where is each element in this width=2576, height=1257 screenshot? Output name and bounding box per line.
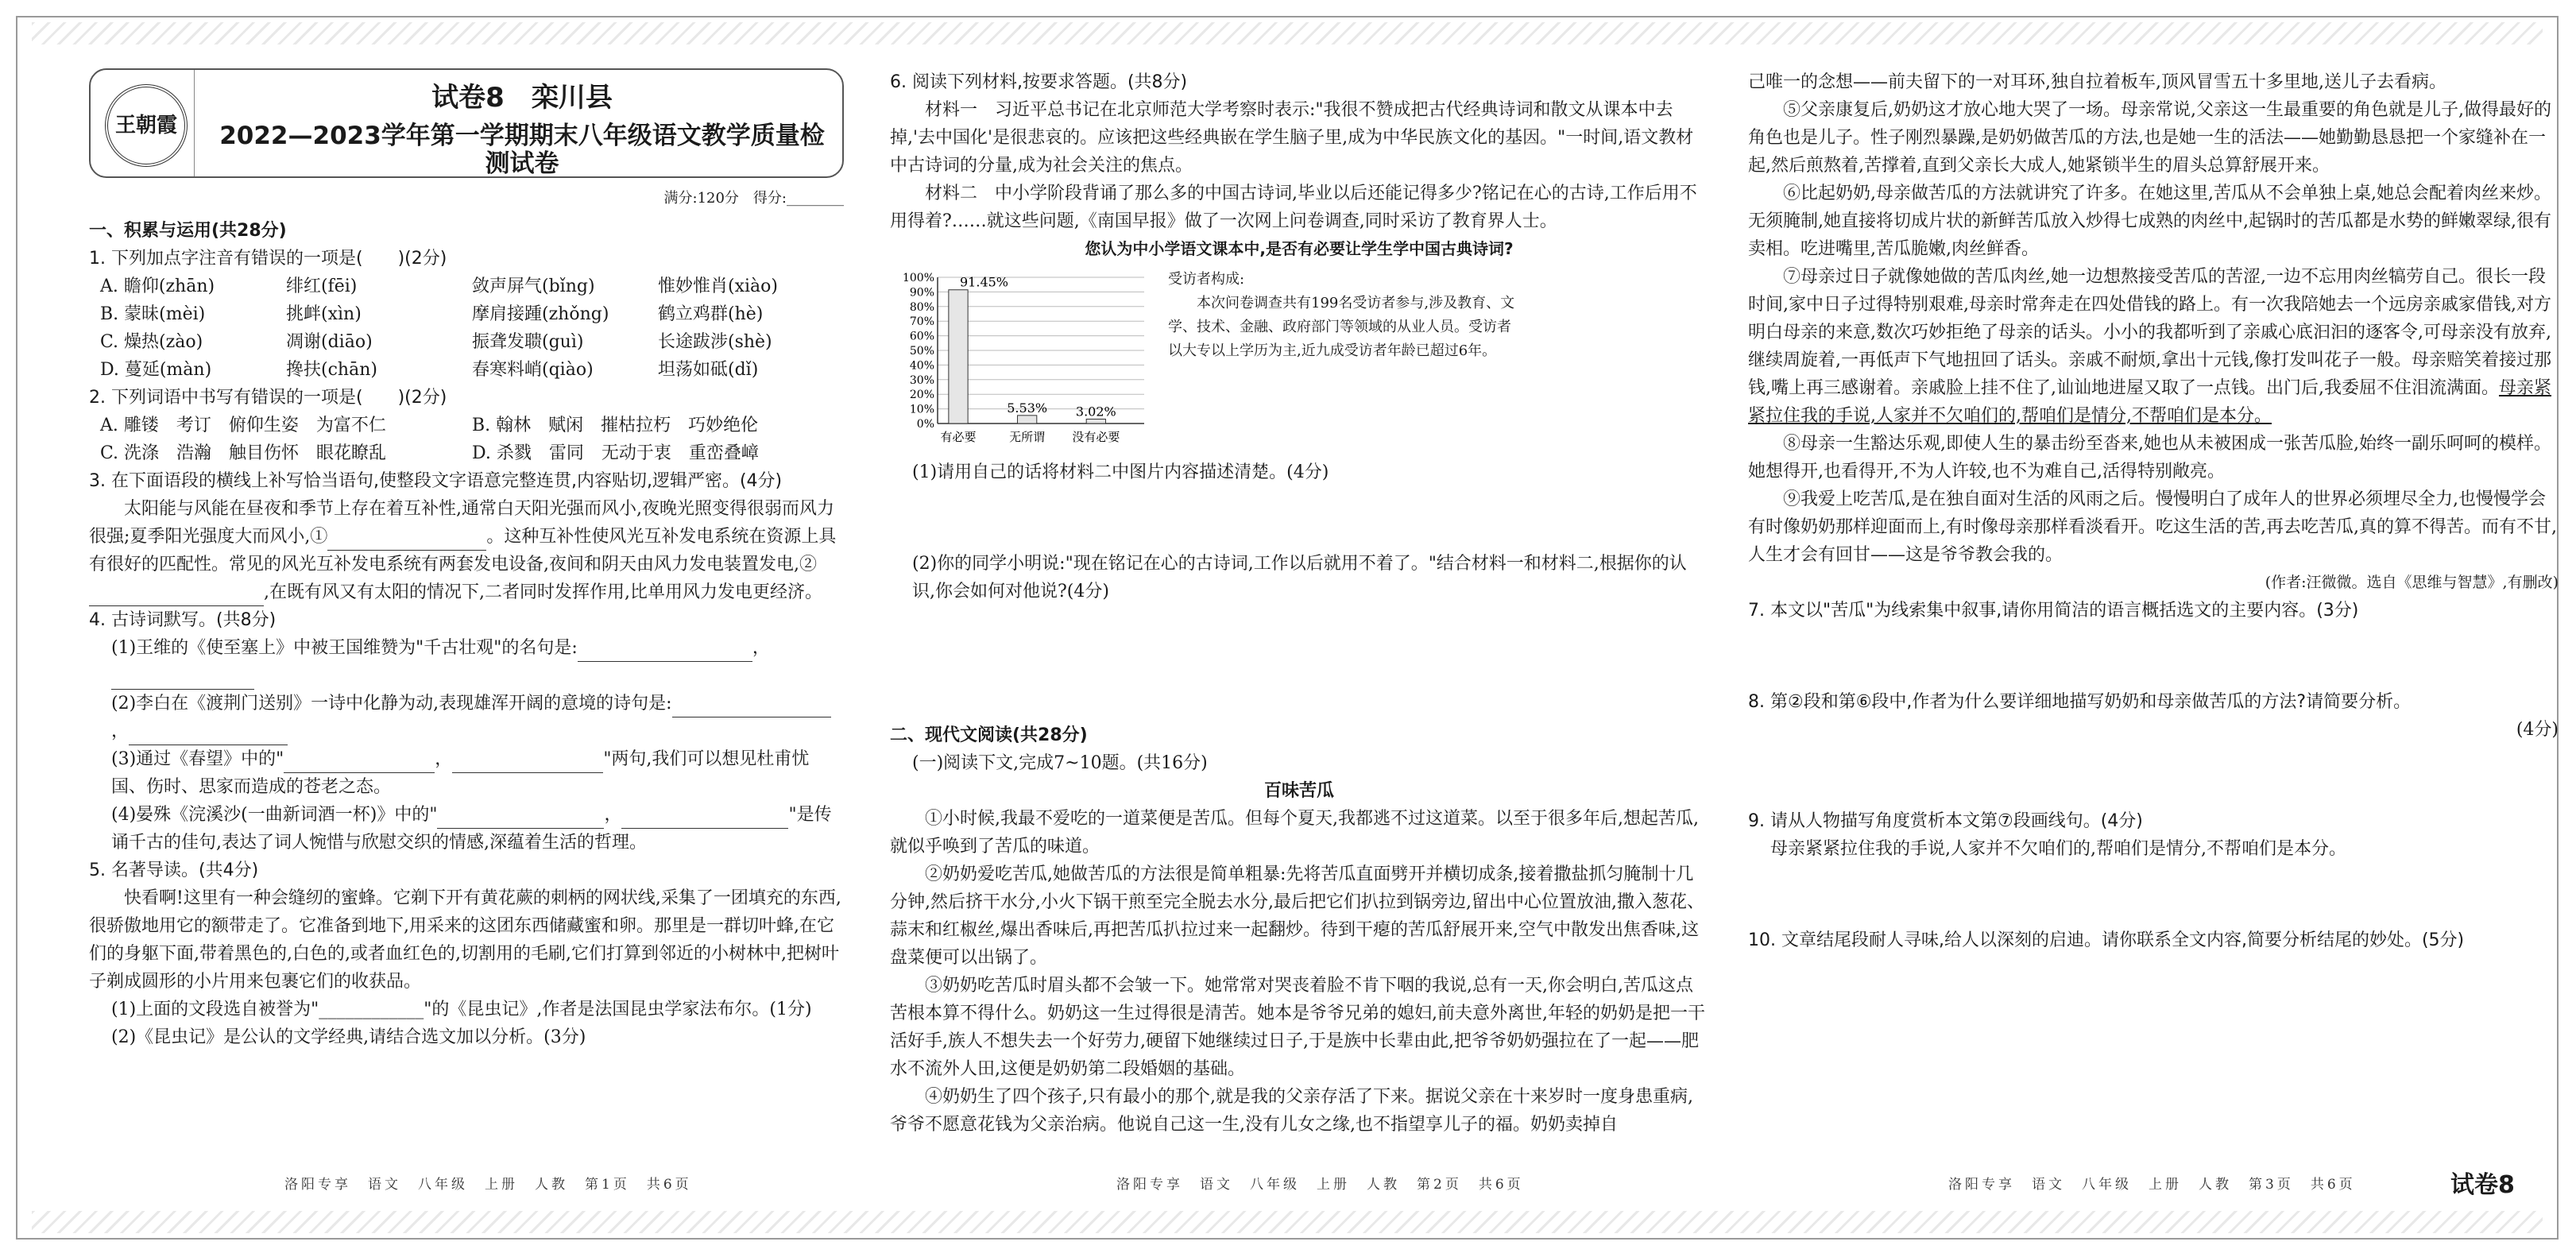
answer-blank[interactable]: [621, 810, 788, 829]
question-text: (3)通过《春望》中的": [111, 749, 284, 769]
answer-space[interactable]: [890, 486, 1708, 550]
question-5: 5. 名著导读。(共4分): [89, 861, 259, 880]
publisher-logo: [105, 84, 188, 167]
passage-text: ,在既有风又有太阳的情况下,二者同时发挥作用,比单用风力发电更经济。: [264, 582, 822, 602]
y-tick-label: 90%: [909, 286, 934, 300]
answer-blank[interactable]: [111, 671, 254, 690]
essay-paragraph-5: ⑤父亲康复后,奶奶这才放心地大哭了一场。母亲常说,父亲这一生最重要的角色就是儿子,做得最好的角色也是儿子。性子刚烈暴躁,是奶奶做苦瓜的方法,也是她一生的活法——她勤勤恳恳把一个家缝补在一起,然后煎熬着,苦撑着,直到父亲长大成人,她紧锁半生的眉头总算舒展开来。: [1748, 100, 2551, 176]
option-text: 绯红(fēi): [286, 277, 358, 296]
question-2: 2. 下列词语中书写有错误的一项是( )(2分): [89, 388, 447, 408]
question-6-2: (2)你的同学小明说:"现在铭记在心的古诗词,工作以后就用不着了。"结合材料一和材料二,根据你的认识,你会如何对他说?(4分): [912, 554, 1687, 601]
answer-blank[interactable]: [327, 532, 486, 551]
question-6-1: (1)请用自己的话将材料二中图片内容描述清楚。(4分): [912, 462, 1329, 482]
option-text: 鹤立鸡群(hè): [658, 304, 764, 324]
answer-blank[interactable]: [89, 588, 264, 606]
y-tick-label: 80%: [909, 300, 934, 314]
essay-paragraph-8: ⑧母亲一生豁达乐观,即使人生的暴击纷至沓来,她也从未被困成一张苦瓜脸,始终一副乐呵呵的模样。她想得开,也看得开,不为人许较,也不为难自己,活得特别敞亮。: [1748, 434, 2551, 482]
question-text: (4)晏殊《浣溪沙(一曲新词酒一杯)》中的": [111, 805, 438, 825]
essay-paragraph-4-cont: 己唯一的念想——前夫留下的一对耳环,独自拉着板车,顶风冒雪五十多里地,送儿子去看病。: [1748, 72, 2446, 92]
decorative-border-bottom: [32, 1211, 2543, 1233]
y-tick-label: 50%: [909, 345, 934, 358]
material-2: 材料二 中小学阶段背诵了那么多的中国古诗词,毕业以后还能记得多少?铭记在心的古诗,工作后用不用得着?……就这些问题,《南国早报》做了一次网上问卷调查,同时采访了教育界人士。: [890, 184, 1697, 231]
answer-blank[interactable]: [129, 727, 288, 745]
question-5-1: (1)上面的文段选自被誉为"____________"的《昆虫记》,作者是法国昆虫学家法布尔。(1分): [111, 1000, 812, 1019]
y-tick-label: 70%: [909, 315, 934, 329]
x-tick-label: 有必要: [940, 430, 977, 444]
y-tick-label: 30%: [909, 373, 934, 387]
exam-header: [89, 68, 844, 178]
answer-space[interactable]: [1748, 744, 2559, 807]
essay-paragraph-7: [1748, 263, 2559, 430]
column-1: [89, 68, 844, 1051]
answer-blank[interactable]: [452, 755, 603, 773]
survey-chart: [890, 268, 1708, 451]
option-text: B. 蒙昧(mèi): [100, 304, 206, 324]
answer-blank[interactable]: [578, 644, 752, 662]
essay-paragraph-6: ⑥比起奶奶,母亲做苦瓜的方法就讲究了许多。在她这里,苦瓜从不会单独上桌,她总会配着肉丝来炒。无须腌制,她直接将切成片状的新鲜苦瓜放入炒得七成熟的肉丝中,起锅时的苦瓜都是水势的鲜嫩翠绿,很有卖相。吃进嘴里,苦瓜脆嫩,肉丝鲜香。: [1748, 184, 2551, 259]
question-2-options: [89, 412, 844, 467]
question-3-passage: [89, 495, 844, 606]
logo-text: 王朝霞: [114, 113, 177, 137]
option-text: 振聋发聩(guì): [472, 332, 584, 352]
footer-page-3: 洛阳专享 语文 八年级 上册 人教 第3页 共6页: [1948, 1177, 2356, 1193]
passage-text: 太阳能与风能在昼夜和季节上存在着互补性,通常白天阳光强而风小,夜晚光照变得很弱而风力很强;夏季阳光强度大而风小,①: [89, 499, 834, 547]
option-text: 长途跋涉(shè): [658, 332, 772, 352]
essay-title: 百味苦瓜: [1263, 780, 1334, 801]
question-5-passage: 快看啊!这里有一种会缝纫的蜜蜂。它剃下开有黄花蕨的刺柄的网状线,采集了一团填充的东西,很骄傲地用它的额带走了。它准备到地下,用采来的这团东西储藏蜜和卵。那里是一群切叶蜂,在它们的身躯下面,带着黑色的,白色的,或者血红色的,切割用的毛刷,它们打算到邻近的小树林中,把树叶子剃成圆形的小片用来包裹它们的收获品。: [89, 888, 841, 992]
question-1: 1. 下列加点字注音有错误的一项是( )(2分): [89, 249, 447, 269]
option-text: A. 瞻仰(zhān): [100, 277, 215, 296]
answer-space[interactable]: [890, 605, 1708, 717]
answer-blank[interactable]: [284, 755, 435, 773]
y-tick-label: 10%: [909, 403, 934, 416]
question-4-3: (3)通过《春望》中的" ， "两句,我们可以想见杜甫忧国、伤时、思家而造成的苍老之态。: [111, 749, 810, 797]
question-6: 6. 阅读下列材料,按要求答题。(共8分): [890, 72, 1188, 92]
option-text: 凋谢(diāo): [286, 332, 373, 352]
passage-text: 。这种互补性使风光互补发电系统在资源上具有很好的匹配性。常见的风光互补发电系统有两套发电设备,夜间和阴天由风力发电装置发电,②: [89, 527, 837, 574]
q2-option-b: B. 翰林 赋闲 摧枯拉朽 巧妙绝伦: [472, 416, 759, 435]
question-7: 7. 本文以"苦瓜"为线索集中叙事,请你用简洁的语言概括选文的主要内容。(3分): [1748, 601, 2359, 621]
exam-title: 试卷8 栾川县: [431, 82, 613, 114]
y-tick-label: 100%: [902, 272, 934, 284]
question-text: (2)李白在《渡荆门送别》一诗中化静为动,表现雄浑开阔的意境的诗句是:: [111, 694, 672, 714]
option-text: 坦荡如砥(dǐ): [658, 360, 759, 380]
option-text: 春寒料峭(qiào): [472, 360, 594, 380]
header-divider: [194, 70, 195, 176]
y-tick-label: 20%: [909, 389, 934, 402]
option-text: 摩肩接踵(zhǒng): [472, 304, 609, 324]
answer-space[interactable]: [1748, 863, 2559, 926]
exam-number-tag: 试卷8: [2450, 1171, 2515, 1199]
decorative-border-top: [32, 22, 2543, 44]
option-text: D. 蔓延(màn): [100, 360, 212, 380]
answer-blank[interactable]: [672, 699, 831, 717]
q1-option-b: [89, 300, 844, 328]
essay-paragraph-4: ④奶奶生了四个孩子,只有最小的那个,就是我的父亲存活了下来。据说父亲在十来岁时一度身患重病,爷爷不愿意花钱为父亲治病。他说自己这一生,没有儿女之缘,也不指望享儿子的福。奶奶卖掉自: [890, 1087, 1693, 1135]
q1-option-a: [89, 273, 844, 300]
question-text: (1)王维的《使至塞上》中被王国维赞为"千古壮观"的名句是:: [111, 638, 578, 658]
question-4-2: (2)李白在《渡荆门送别》一诗中化静为动,表现雄浑开阔的意境的诗句是:，: [89, 690, 844, 745]
question-1-options: [89, 273, 844, 384]
essay-paragraph-1: ①小时候,我最不爱吃的一道菜便是苦瓜。但每个夏天,我都逃不过这道菜。以至于很多年后,想起苦瓜,就似乎唤到了苦瓜的味道。: [890, 809, 1699, 857]
subsection-1-heading: (一)阅读下文,完成7~10题。(共16分): [912, 753, 1208, 773]
question-3: 3. 在下面语段的横线上补写恰当语句,使整段文字语意完整连贯,内容贴切,逻辑严密。(4分): [89, 471, 783, 491]
question-4-4: (4)晏殊《浣溪沙(一曲新词酒一杯)》中的" ， "是传诵千古的佳句,表达了词人惋惜与欣慰交织的情感,深蕴着生活的哲理。: [111, 805, 832, 853]
question-4-1: (1)王维的《使至塞上》中被王国维赞为"千古壮观"的名句是: ，: [89, 634, 844, 690]
answer-blank[interactable]: [437, 810, 604, 829]
question-4: 4. 古诗词默写。(共8分): [89, 610, 277, 630]
question-9: 9. 请从人物描写角度赏析本文第⑦段画线句。(4分): [1748, 811, 2143, 831]
y-tick-label: 60%: [909, 330, 934, 343]
option-text: 敛声屏气(bǐng): [472, 277, 595, 296]
q1-option-c: [89, 328, 844, 356]
data-label: 91.45%: [960, 274, 1009, 290]
footer-page-2: 洛阳专享 语文 八年级 上册 人教 第2页 共6页: [1116, 1177, 1524, 1193]
data-label: 3.02%: [1075, 404, 1116, 420]
column-3: [1748, 68, 2559, 954]
chart-title: 您认为中小学语文课本中,是否有必要让学生学中国古典诗词?: [1085, 239, 1514, 258]
option-text: 惟妙惟肖(xiào): [658, 277, 778, 296]
essay-paragraph-3: ③奶奶吃苦瓜时眉头都不会皱一下。她常常对哭丧着脸不肯下咽的我说,总有一天,你会明白,苦瓜这点苦根本算不得什么。奶奶这一生过得很是清苦。她本是爷爷兄弟的媳妇,前夫意外离世,年轻的奶奶是把一干活好手,族人不想失去一个好劳力,硬留下她继续过日子,于是族中长辈由此,把爷爷奶奶强拉在了一起——肥水不流外人田,这便是奶奶第二段婚姻的基础。: [890, 976, 1705, 1079]
y-tick-label: 40%: [909, 359, 934, 373]
question-5-2: (2)《昆虫记》是公认的文学经典,请结合选文加以分析。(3分): [111, 1027, 586, 1047]
chart-note: [1152, 268, 1518, 451]
q2-option-c: C. 洗涤 浩瀚 触目伤怀 眼花瞭乱: [100, 443, 387, 463]
chart-bar: [949, 290, 968, 424]
underlined-sentence: 母亲紧紧拉住我的手说,人家并不欠咱们的,帮咱们是情分,不帮咱们是本分。: [1748, 378, 2551, 426]
chart-bar: [1086, 419, 1105, 424]
data-label: 5.53%: [1007, 400, 1048, 416]
question-10: 10. 文章结尾段耐人寻味,给人以深刻的启迪。请你联系全文内容,简要分析结尾的妙处。(5分): [1748, 930, 2465, 950]
y-tick-label: 0%: [916, 418, 934, 431]
chart-note-title: 受访者构成:: [1168, 271, 1245, 288]
score-line: 满分:120分 得分:________: [663, 190, 844, 207]
option-text: C. 燥热(zào): [100, 332, 203, 352]
question-9-quote: 母亲紧紧拉住我的手说,人家并不欠咱们的,帮咱们是情分,不帮咱们是本分。: [1770, 839, 2346, 859]
essay-paragraph-9: ⑨我爱上吃苦瓜,是在独自面对生活的风雨之后。慢慢明白了成年人的世界必须埋尽全力,也慢慢学会有时像奶奶那样迎面而上,有时像母亲那样看淡看开。吃这生活的苦,再去吃苦瓜,真的算不得苦。而有不甘,人生才会有回甘——这是爷爷教会我的。: [1748, 489, 2557, 565]
question-text: "是传诵千古的佳句,表达了词人惋惜与欣慰交织的情感,深蕴着生活的哲理。: [111, 805, 832, 853]
bar-chart: [890, 268, 1152, 451]
chart-note-text: 本次问卷调查共有199名受访者参与,涉及教育、文学、技术、金融、政府部门等领域的从业人员。受访者以大专以上学历为主,近九成受访者年龄已超过6年。: [1168, 295, 1515, 359]
question-8-score: (4分): [2516, 720, 2559, 740]
paragraph-text: ⑦母亲过日子就像她做的苦瓜肉丝,她一边想熬接受苦瓜的苦涩,一边不忘用肉丝犒劳自己。很长一段时间,家中日子过得特别艰难,母亲时常奔走在四处借钱的路上。有一次我陪她去一个远房亲戚家借钱,对方明白母亲的来意,数次巧妙拒绝了母亲的话头。小小的我都听到了亲戚心底汩汩的逐客令,可母亲没有放弃,继续周旋着,一再低声下气地扭回了话头。亲戚不耐烦,拿出十元钱,像打发叫花子一般。母亲赔笑着接过那钱,嘴上再三感谢着。亲戚脸上挂不住了,讪讪地进屋又取了一点钱。出门后,我委屈不住泪流满面。: [1748, 267, 2551, 398]
x-tick-label: 无所谓: [1009, 430, 1046, 444]
section-2-heading: 二、现代文阅读(共28分): [890, 725, 1088, 745]
answer-space[interactable]: [1748, 625, 2559, 688]
option-text: 挑衅(xìn): [286, 304, 362, 324]
option-text: 搀扶(chān): [286, 360, 377, 380]
q2-option-d: D. 杀戮 雷同 无动于衷 重峦叠嶂: [472, 443, 759, 463]
chart-bar: [1018, 416, 1037, 424]
q1-option-d: [89, 356, 844, 384]
column-2: [890, 68, 1708, 1139]
exam-subtitle: 2022—2023学年第一学期期末八年级语文教学质量检测试卷: [219, 122, 825, 178]
section-1-heading: 一、积累与运用(共28分): [89, 221, 287, 241]
essay-source: (作者:汪微微。选自《思维与智慧》,有删改): [2265, 574, 2559, 591]
q2-option-a: A. 雕镂 考订 俯仰生姿 为富不仁: [100, 416, 386, 435]
material-1: 材料一 习近平总书记在北京师范大学考察时表示:"我很不赞成把古代经典诗词和散文从课本中去掉,'去中国化'是很悲哀的。应该把这些经典嵌在学生脑子里,成为中华民族文化的基因。"一时间,语文教材中古诗词的分量,成为社会关注的焦点。: [890, 100, 1694, 176]
footer-page-1: 洛阳专享 语文 八年级 上册 人教 第1页 共6页: [284, 1177, 692, 1193]
essay-paragraph-2: ②奶奶爱吃苦瓜,她做苦瓜的方法很是简单粗暴:先将苦瓜直面劈开并横切成条,接着撒盐抓匀腌制十几分钟,然后挤干水分,小火下锅干煎至完全脱去水分,最后把它们扒拉到锅旁边,留出中心位置放油,撒入葱花、蒜末和红椒丝,爆出香味后,再把苦瓜扒拉过来一起翻炒。待到干瘪的苦瓜舒展开来,空气中散发出焦香味,这盘菜便可以出锅了。: [890, 864, 1704, 968]
x-tick-label: 没有必要: [1072, 430, 1120, 444]
question-text: "两句,我们可以想见杜甫忧国、伤时、思家而造成的苍老之态。: [111, 749, 810, 797]
question-8: 8. 第②段和第⑥段中,作者为什么要详细地描写奶奶和母亲做苦瓜的方法?请简要分析。: [1748, 692, 2412, 712]
